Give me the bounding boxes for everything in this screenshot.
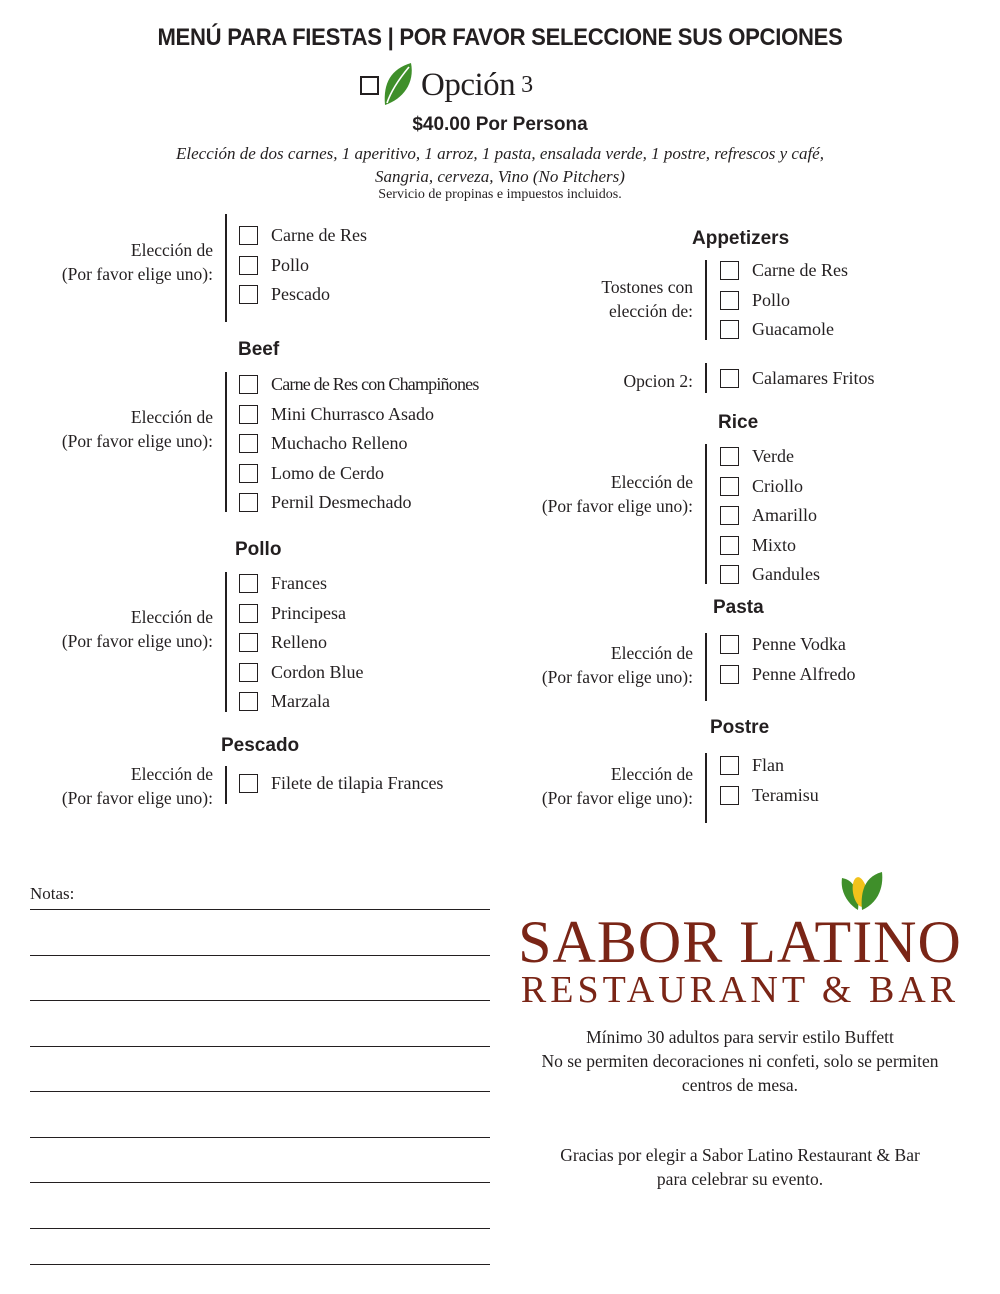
checkbox[interactable] (239, 663, 258, 682)
option-muchacho-relleno[interactable] (239, 429, 479, 459)
opcion2-options (720, 364, 874, 394)
checkbox[interactable] (239, 493, 258, 512)
info-line: centros de mesa. (681, 1075, 799, 1095)
brand-subtitle: RESTAURANT & BAR (520, 969, 960, 1011)
checkbox[interactable] (239, 774, 258, 793)
checkbox[interactable] (720, 369, 739, 388)
checkbox[interactable] (239, 692, 258, 711)
option-label: Carne de Res (752, 260, 848, 281)
section-heading-appetizers: Appetizers (692, 228, 790, 249)
brand-name: SABOR LATINO (518, 909, 962, 975)
info-line: Gracias por elegir a Sabor Latino Restaurant & Bar (560, 1145, 920, 1165)
info-line: No se permiten decoraciones ni confeti, solo se permiten (541, 1051, 939, 1071)
checkbox[interactable] (239, 633, 258, 652)
option-principesa[interactable] (239, 599, 364, 629)
rice-choice-label (500, 470, 693, 518)
option-amarillo[interactable] (720, 501, 820, 531)
option-gandules[interactable] (720, 560, 820, 590)
option-label: Amarillo (752, 505, 817, 526)
notes-line[interactable] (30, 1091, 490, 1092)
option-pernil[interactable] (239, 488, 479, 518)
page-title: MENÚ PARA FIESTAS | POR FAVOR SELECCIONE SUS OPCIONES (157, 24, 843, 51)
pasta-choice-label (500, 641, 693, 689)
divider (705, 444, 707, 584)
buffet-info (510, 1025, 970, 1097)
label-line: Elección de (610, 472, 693, 492)
price: $40.00 Por Persona (412, 114, 588, 135)
checkbox[interactable] (239, 574, 258, 593)
label-line: elección de: (608, 301, 693, 321)
option-label: Carne de Res con Champiñones (271, 374, 479, 395)
option-label: Penne Vodka (752, 634, 846, 655)
divider (705, 260, 707, 340)
notes-line[interactable] (30, 1264, 490, 1265)
appetizers-options (720, 256, 848, 345)
opcion2-label: Opcion 2: (623, 371, 693, 391)
meat-options (239, 221, 367, 310)
checkbox[interactable] (720, 536, 739, 555)
option-checkbox[interactable] (360, 76, 379, 95)
option-guacamole[interactable] (720, 315, 848, 345)
option-carne-de-res[interactable] (239, 221, 367, 251)
checkbox[interactable] (239, 285, 258, 304)
label-line: (Por favor elige uno): (541, 667, 693, 687)
thanks-info (510, 1143, 970, 1191)
meat-choice-label (20, 238, 213, 286)
option-label: Cordon Blue (271, 661, 364, 682)
info-line: para celebrar su evento. (656, 1169, 824, 1189)
label-line: Elección de (130, 764, 213, 784)
option-pescado[interactable] (239, 280, 367, 310)
pescado-options (239, 769, 443, 799)
checkbox[interactable] (720, 506, 739, 525)
option-lomo-de-cerdo[interactable] (239, 459, 479, 489)
checkbox[interactable] (239, 405, 258, 424)
option-penne-alfredo[interactable] (720, 660, 855, 690)
option-mini-churrasco[interactable] (239, 400, 479, 430)
checkbox[interactable] (720, 320, 739, 339)
label-line: Elección de (610, 764, 693, 784)
option-number: 3 (521, 71, 534, 98)
checkbox[interactable] (239, 604, 258, 623)
option-carne-champinones[interactable] (239, 370, 479, 400)
label-line: (Por favor elige uno): (61, 788, 213, 808)
option-label: Mini Churrasco Asado (271, 403, 434, 424)
option-label: Gandules (752, 564, 820, 585)
option-filete-tilapia[interactable] (239, 769, 443, 799)
checkbox[interactable] (239, 256, 258, 275)
checkbox[interactable] (720, 477, 739, 496)
option-relleno[interactable] (239, 628, 364, 658)
checkbox[interactable] (720, 635, 739, 654)
option-cordon-blue[interactable] (239, 658, 364, 688)
option-label: Pernil Desmechado (271, 492, 412, 513)
notes-line[interactable] (30, 1137, 490, 1138)
label-line: Elección de (130, 407, 213, 427)
pescado-choice-label (20, 762, 213, 810)
option-label: Pollo (752, 289, 791, 310)
section-heading-pollo: Pollo (235, 539, 282, 560)
option-label: Opción (421, 66, 516, 103)
option-label: Flan (752, 755, 785, 776)
option-pollo[interactable] (239, 251, 367, 281)
leaf-icon (381, 61, 417, 109)
option-label: Lomo de Cerdo (271, 462, 384, 483)
notes-line[interactable] (30, 1046, 490, 1047)
label-line: (Por favor elige uno): (61, 431, 213, 451)
beef-options (239, 370, 479, 518)
section-heading-postre: Postre (710, 717, 770, 738)
checkbox[interactable] (720, 786, 739, 805)
notes-line[interactable] (30, 1228, 490, 1229)
section-heading-pasta: Pasta (713, 597, 764, 618)
divider (225, 214, 227, 322)
option-app-pollo[interactable] (720, 286, 848, 316)
option-verde[interactable] (720, 442, 820, 472)
pollo-choice-label (20, 605, 213, 653)
description (130, 142, 870, 188)
option-label: Calamares Fritos (752, 368, 875, 389)
service-note: Servicio de propinas e impuestos incluidos. (378, 187, 622, 202)
label-line: (Por favor elige uno): (541, 496, 693, 516)
notes-line[interactable] (30, 1182, 490, 1183)
appetizers-choice-label (500, 275, 693, 323)
description-line: Sangria, cerveza, Vino (No Pitchers) (375, 167, 625, 186)
divider (705, 633, 707, 701)
option-label: Guacamole (752, 319, 834, 340)
label-line: Tostones con (601, 277, 693, 297)
option-label: Pollo (271, 254, 310, 275)
label-line: (Por favor elige uno): (541, 788, 693, 808)
divider (705, 753, 707, 823)
divider (225, 766, 227, 804)
divider (225, 372, 227, 512)
rice-options (720, 442, 820, 590)
section-heading-pescado: Pescado (221, 735, 300, 756)
label-line: (Por favor elige uno): (61, 631, 213, 651)
option-label: Frances (271, 573, 327, 594)
beef-choice-label (20, 405, 213, 453)
option-label: Mixto (752, 534, 797, 555)
option-marzala[interactable] (239, 687, 364, 717)
option-app-carne-de-res[interactable] (720, 256, 848, 286)
label-line: Elección de (130, 240, 213, 260)
option-label: Verde (752, 446, 794, 467)
divider (705, 363, 707, 393)
checkbox[interactable] (239, 226, 258, 245)
option-label: Relleno (271, 632, 327, 653)
postre-choice-label (500, 762, 693, 810)
option-label: Pescado (271, 284, 330, 305)
option-label: Principesa (271, 602, 346, 623)
postre-options (720, 751, 819, 810)
checkbox[interactable] (720, 565, 739, 584)
label-line: Elección de (130, 607, 213, 627)
label-line: Elección de (610, 643, 693, 663)
notes-line[interactable] (30, 1000, 490, 1001)
section-heading-beef: Beef (238, 339, 280, 360)
info-line: Mínimo 30 adultos para servir estilo Buffett (586, 1027, 894, 1047)
checkbox[interactable] (239, 434, 258, 453)
option-label: Teramisu (752, 784, 819, 805)
option-mixto[interactable] (720, 531, 820, 561)
pasta-options (720, 630, 855, 689)
option-label: Filete de tilapia Frances (271, 773, 444, 794)
option-label: Carne de Res (271, 225, 367, 246)
checkbox[interactable] (720, 756, 739, 775)
notes-label: Notas: (30, 884, 75, 903)
description-line: Elección de dos carnes, 1 aperitivo, 1 arroz, 1 pasta, ensalada verde, 1 postre, refrescos y café, (176, 144, 824, 163)
option-label: Penne Alfredo (752, 663, 856, 684)
checkbox[interactable] (720, 291, 739, 310)
option-penne-vodka[interactable] (720, 630, 855, 660)
option-label: Marzala (271, 691, 330, 712)
checkbox[interactable] (239, 464, 258, 483)
option-heading (360, 60, 533, 110)
notes-line[interactable] (30, 955, 490, 956)
option-flan[interactable] (720, 751, 819, 781)
pollo-options (239, 569, 364, 717)
section-heading-rice: Rice (718, 412, 759, 433)
checkbox[interactable] (720, 261, 739, 280)
checkbox[interactable] (720, 665, 739, 684)
option-frances[interactable] (239, 569, 364, 599)
option-calamares-fritos[interactable] (720, 364, 874, 394)
checkbox[interactable] (239, 375, 258, 394)
label-line: (Por favor elige uno): (61, 264, 213, 284)
checkbox[interactable] (720, 447, 739, 466)
option-label: Criollo (752, 475, 804, 496)
option-criollo[interactable] (720, 472, 820, 502)
option-label: Muchacho Relleno (271, 433, 408, 454)
notes-line[interactable] (30, 909, 490, 910)
divider (225, 572, 227, 712)
option-teramisu[interactable] (720, 781, 819, 811)
